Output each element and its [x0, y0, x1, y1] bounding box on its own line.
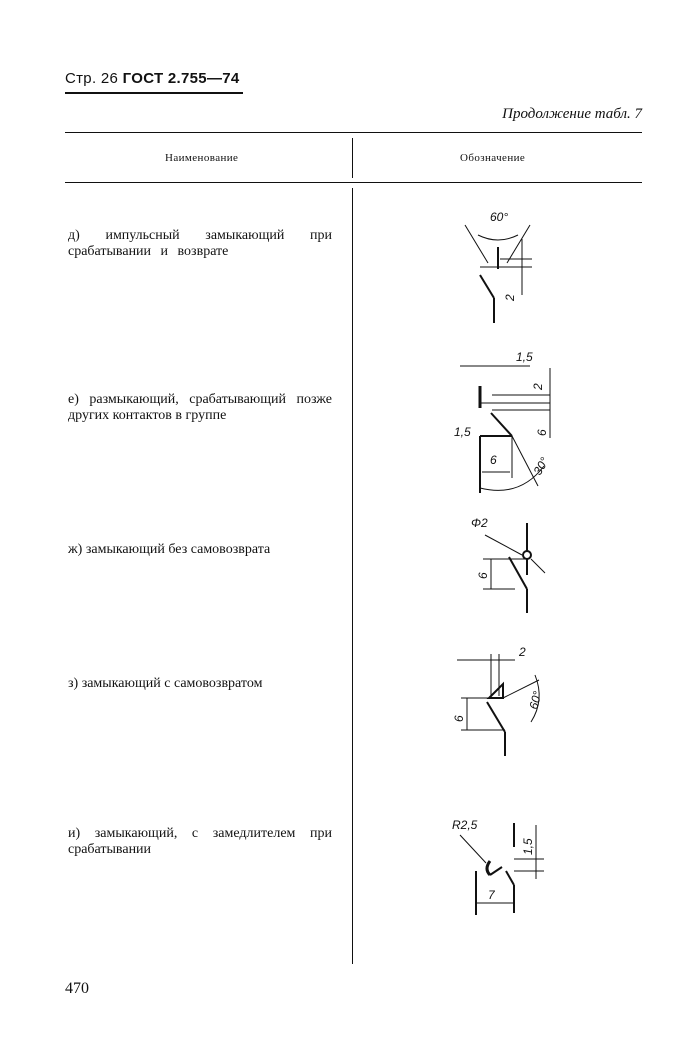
page-label: Стр. 26	[65, 70, 119, 87]
dim-angle-d: 60°	[490, 210, 509, 224]
page-header	[65, 70, 240, 87]
table-top-rule	[65, 132, 642, 133]
symbol-make-self-return	[452, 640, 565, 760]
page-number: 470	[65, 980, 89, 997]
dim-radius: R2,5	[452, 818, 478, 832]
row-name-z: з) замыкающий с самовозвратом	[68, 676, 263, 691]
row-name-i: и) замыкающий, с замедлителем при срабатывании	[68, 826, 332, 857]
dim-6-right: 6	[535, 429, 549, 436]
row-name-d: д) импульсный замыкающий при срабатывании и возврате	[68, 228, 332, 259]
dim-diameter: Φ2	[471, 516, 488, 530]
table-continuation-label: Продолжение табл. 7	[502, 106, 642, 122]
symbol-late-break-contact	[450, 348, 560, 503]
dim-6-z: 6	[452, 715, 466, 722]
dim-2-z: 2	[519, 645, 526, 659]
standard-code: ГОСТ 2.755—74	[122, 70, 240, 87]
body-column-divider	[352, 188, 353, 964]
table-header-rule	[65, 182, 642, 183]
header-column-divider	[352, 138, 353, 178]
dim-2-e: 2	[531, 383, 545, 390]
dim-angle-z: 60°	[526, 689, 545, 711]
dim-1-5-top: 1,5	[516, 350, 533, 364]
dim-2-d: 2	[503, 294, 517, 301]
dim-7: 7	[488, 888, 495, 902]
symbol-impulse-make-contact	[440, 195, 560, 330]
header-underline	[65, 92, 243, 94]
dim-1-5-left: 1,5	[454, 425, 471, 439]
row-name-e: е) размыкающий, срабатывающий позже других контактов в группе	[68, 392, 332, 423]
dim-1-5-i: 1,5	[521, 838, 535, 855]
column-header-symbol: Обозначение	[460, 152, 526, 164]
dim-6-bottom: 6	[490, 453, 497, 467]
symbol-make-delay-contact	[448, 815, 558, 920]
dim-6-zh: 6	[476, 572, 490, 579]
row-name-zh: ж) замыкающий без самовозврата	[68, 542, 271, 557]
column-header-name: Наименование	[165, 152, 239, 164]
dim-angle-e: 30°	[530, 454, 552, 478]
symbol-make-no-return	[465, 515, 565, 615]
